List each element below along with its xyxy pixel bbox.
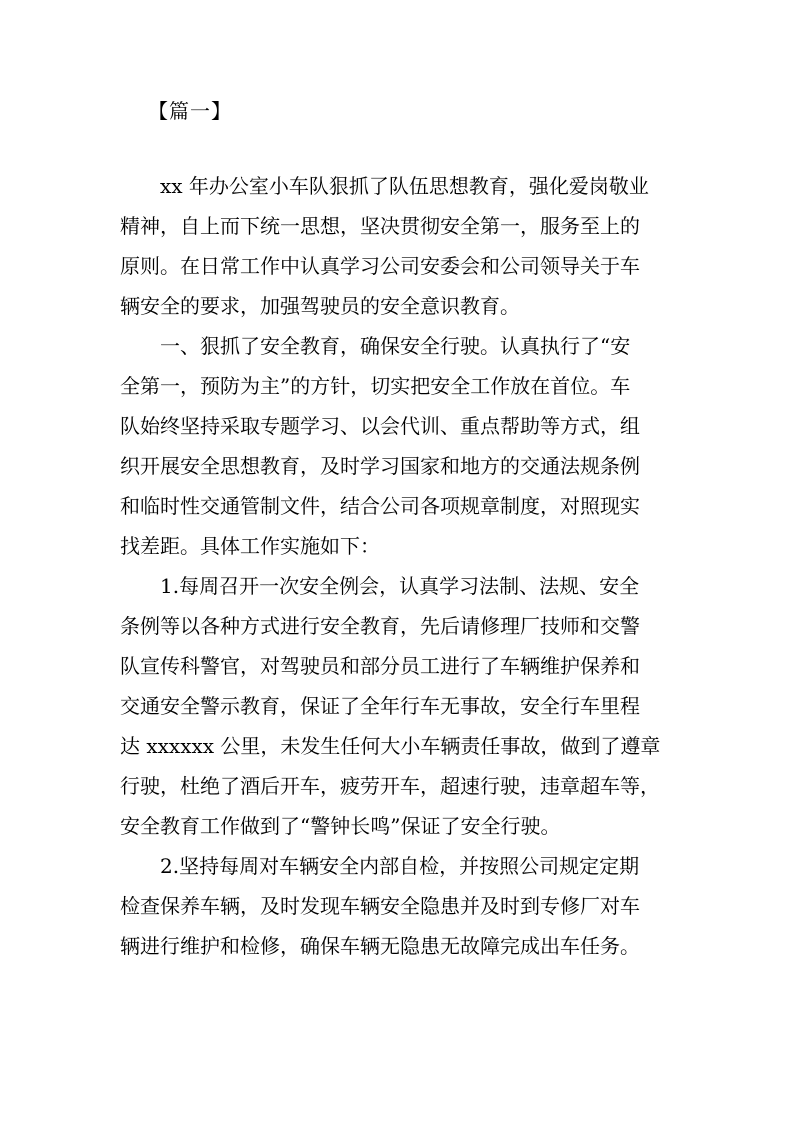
text-line: 织开展安全思想教育，及时学习国家和地方的交通法规条例	[120, 454, 640, 478]
text-line: 达 xxxxxx 公里，未发生任何大小车辆责任事故，做到了遵章	[120, 734, 661, 758]
text-line: 和临时性交通管制文件，结合公司各项规章制度，对照现实	[120, 494, 640, 518]
text-line: 队宣传科警官，对驾驶员和部分员工进行了车辆维护保养和	[120, 654, 640, 678]
text-line: 1.每周召开一次安全例会，认真学习法制、法规、安全	[120, 574, 640, 598]
text-line: 精神，自上而下统一思想，坚决贯彻安全第一，服务至上的	[120, 214, 640, 238]
text-line: 2.坚持每周对车辆安全内部自检，并按照公司规定定期	[120, 854, 640, 878]
text-line: 条例等以各种方式进行安全教育，先后请修理厂技师和交警	[120, 614, 640, 638]
text-line: 行驶，杜绝了酒后开车，疲劳开车，超速行驶，违章超车等，	[120, 774, 660, 798]
text-line: 原则。在日常工作中认真学习公司安委会和公司领导关于车	[120, 254, 640, 278]
text-line: xx 年办公室小车队狠抓了队伍思想教育，强化爱岗敬业	[120, 174, 649, 198]
text-line: 全第一，预防为主”的方针，切实把安全工作放在首位。车	[120, 374, 631, 398]
text-line: 辆进行维护和检修，确保车辆无隐患无故障完成出车任务。	[120, 934, 640, 958]
section-heading: 【篇一】	[148, 99, 232, 123]
text-line: 一、狠抓了安全教育，确保安全行驶。认真执行了“安	[120, 334, 631, 358]
text-line: 交通安全警示教育，保证了全年行车无事故，安全行车里程	[120, 694, 640, 718]
text-line: 队始终坚持采取专题学习、以会代训、重点帮助等方式，组	[120, 414, 640, 438]
text-line: 找差距。具体工作实施如下：	[120, 534, 380, 558]
text-line: 检查保养车辆，及时发现车辆安全隐患并及时到专修厂对车	[120, 894, 640, 918]
body-text	[120, 166, 680, 966]
text-line: 安全教育工作做到了“警钟长鸣”保证了安全行驶。	[120, 814, 561, 838]
text-line: 辆安全的要求，加强驾驶员的安全意识教育。	[120, 294, 520, 318]
